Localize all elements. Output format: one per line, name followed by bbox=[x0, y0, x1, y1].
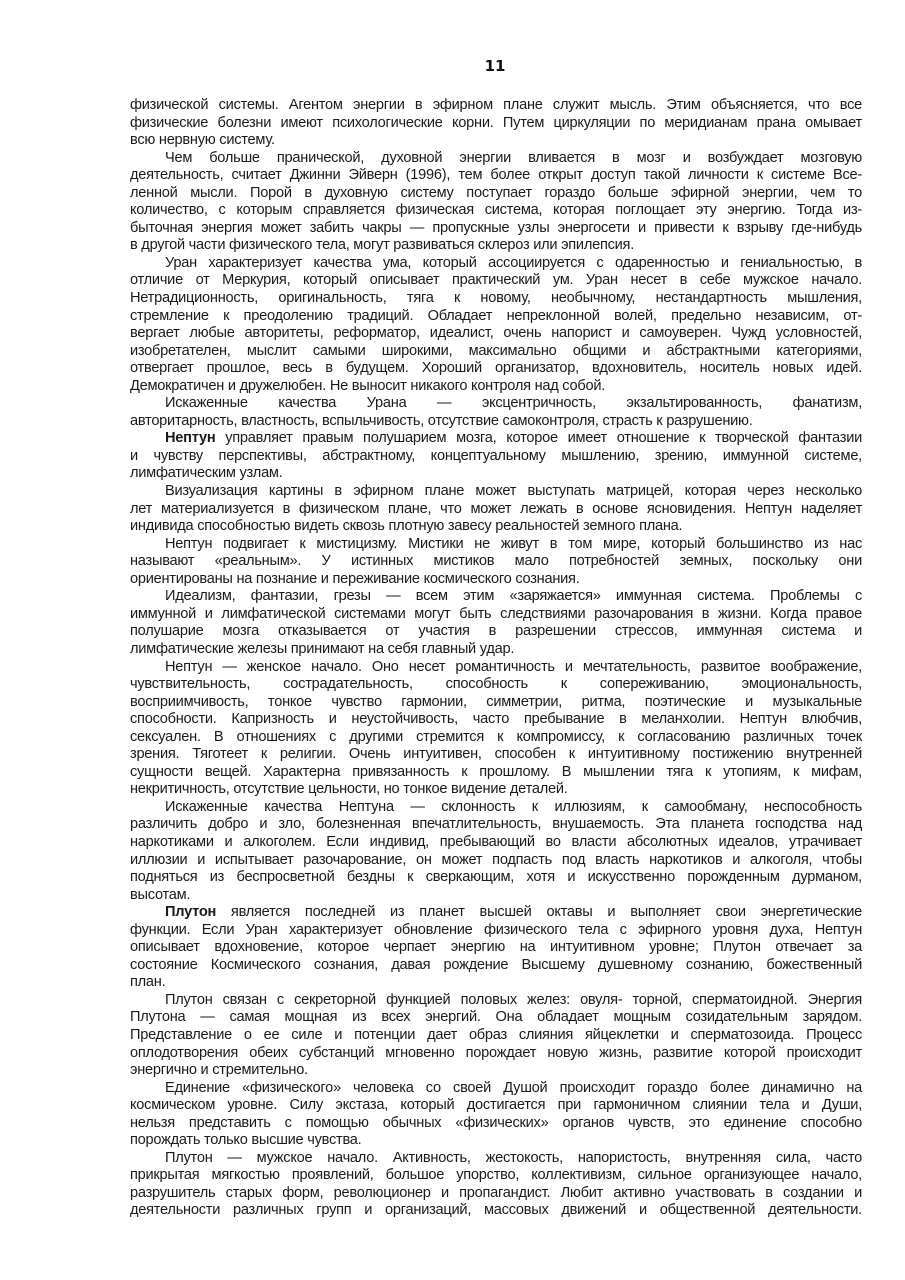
text-line: Чем больше пранической, духовной энергии вливается в мозг и возбуждает мозговую bbox=[165, 149, 862, 166]
text-line: всю нервную систему. bbox=[130, 132, 275, 149]
text-line: Визуализация картины в эфирном плане может выступать матрицей, которая через несколько bbox=[165, 483, 862, 500]
text-line: способности. Капризность и неустойчивость, часто пребывание в меланхолии. Нептун влюбчив, bbox=[130, 711, 862, 728]
paragraph-pluto-masculine bbox=[130, 1150, 862, 1220]
text-fragment: управляет правым полушарием мозга, которое имеет отношение к творческой фантазии bbox=[215, 430, 862, 447]
text-line: ленной мысли. Порой в духовную систему поступает гораздо больше эфирной энергии, чем то bbox=[130, 184, 862, 201]
text-line: лимфатическим узлам. bbox=[130, 465, 283, 482]
text-line: чувствительность, сострадательность, способность к сопереживанию, эмоциональность, bbox=[130, 676, 862, 693]
text-line: космическом уровне. Силу экстаза, который достигается при гармоничном слиянии тела и Души, bbox=[130, 1097, 862, 1114]
paragraph-unity-soul bbox=[130, 1080, 862, 1150]
text-line: авторитарность, властность, вспыльчивость, отсутствие самоконтроля, страсть к разрушению. bbox=[130, 412, 753, 429]
text-line: стремление к преодолению традиций. Обладает непреклонной волей, предельно независим, от- bbox=[130, 307, 862, 324]
text-line: Плутона — самая мощная из всех энергий. Она обладает мощным созидательным зарядом. bbox=[130, 1009, 862, 1026]
text-line: Плутон связан с секреторной функцией половых желез: овуля- торной, сперматоидной. Энергия bbox=[165, 991, 862, 1008]
text-line: деятельность, считает Джинни Эйверн (1996), тем более открыт доступ такой личности к системе Все- bbox=[130, 167, 862, 184]
text-line: лимфатические железы принимают на себя главный удар. bbox=[130, 640, 515, 657]
text-line: Представление о ее силе и потенции дает образ слияния яйцеклетки и сперматозоида. Процесс bbox=[130, 1026, 862, 1043]
text-line: разрушитель старых форм, революционер и пропагандист. Любит активно участвовать в создании и bbox=[130, 1184, 862, 1201]
text-line: энергично и стремительно. bbox=[130, 1062, 308, 1079]
paragraph-neptune-feminine bbox=[130, 659, 862, 799]
text-line: количество, с которым справляется физическая система, которая поглощает эту энергию. Тогда из- bbox=[130, 202, 862, 219]
paragraph-uranus-qualities bbox=[130, 255, 862, 395]
text-line: состояние Космического сознания, давая рождение Высшему душевному сознанию, божественный bbox=[130, 956, 862, 973]
text-line: Искаженные качества Нептуна — склонность к иллюзиям, к самообману, неспособность bbox=[165, 798, 862, 815]
text-line: отвергает прошлое, весь в будущем. Хороший организатор, вдохновитель, носитель новых идей. bbox=[130, 360, 862, 377]
page-number: 11 bbox=[484, 57, 506, 75]
body-text bbox=[130, 97, 862, 1220]
text-line: лет материализуется в физическом плане, что может лежать в основе ясновидения. Нептун наделяет bbox=[130, 500, 862, 517]
paragraph-neptune-distorted bbox=[130, 799, 862, 904]
text-line: вергает любые авторитеты, реформатор, идеалист, очень напорист и самоуверен. Чужд условностей, bbox=[130, 325, 862, 342]
text-line: отличие от Меркурия, который описывает практический ум. Уран несет в себе мужское начало. bbox=[130, 272, 862, 289]
text-line: физической системы. Агентом энергии в эфирном плане служит мысль. Этим объясняется, что все bbox=[130, 97, 862, 113]
text-line: в другой части физического тела, могут развиваться склероз или эпилепсия. bbox=[130, 237, 635, 254]
text-line: Нетрадиционность, оригинальность, тяга к новому, необычному, нестандартность мышления, bbox=[130, 290, 862, 307]
neptune-heading: Нептун bbox=[165, 430, 216, 447]
paragraph-uranus-distorted bbox=[130, 395, 862, 430]
paragraph-mysticism bbox=[130, 536, 862, 589]
text-line: индивида способностью видеть сквозь плотную завесу реальностей земного плана. bbox=[130, 518, 683, 535]
text-line: иллюзии и испытывает разочарование, он может подпасть под власть наркотиков и алкоголя, чтобы bbox=[130, 851, 862, 868]
text-line: называют «реальным». У истинных мистиков мало потребностей земных, поскольку они bbox=[130, 553, 862, 570]
text-line: Идеализм, фантазии, грезы — всем этим «заряжается» иммунная система. Проблемы с bbox=[165, 588, 862, 605]
pluto-heading: Плутон bbox=[165, 904, 217, 921]
text-line: восприимчивость, тонкое чувство гармонии, симметрии, ритма, поэтические и музыкальные bbox=[130, 693, 862, 710]
text-line: сексуален. В отношениях с другими стремится к компромиссу, к согласованию различных точек bbox=[130, 728, 862, 745]
text-line: различить добро и зло, болезненная впечатлительность, внушаемость. Эта планета господства над bbox=[130, 816, 862, 833]
paragraph-continuation-physical-system bbox=[130, 97, 862, 150]
text-line: Нептун — женское начало. Оно несет романтичность и мечтательность, развитое воображение, bbox=[165, 658, 862, 675]
paragraph-idealism bbox=[130, 588, 862, 658]
text-line: функции. Если Уран характеризует обновление физического тела с эфирного уровня духа, Нептун bbox=[130, 921, 862, 938]
text-line: ориентированы на познание и переживание космического сознания. bbox=[130, 570, 580, 587]
text-line bbox=[130, 430, 862, 448]
paragraph-pluto-secretory bbox=[130, 992, 862, 1080]
text-line: деятельности различных групп и организаций, массовых движений и общественной деятельности. bbox=[130, 1202, 862, 1219]
text-line: Уран характеризует качества ума, который ассоциируется с одаренностью и гениальностью, в bbox=[165, 254, 862, 271]
text-line: Единение «физического» человека со своей Душой происходит гораздо более динамично на bbox=[165, 1079, 862, 1096]
text-line: Нептун подвигает к мистицизму. Мистики не живут в том мире, который большинство из нас bbox=[165, 535, 862, 552]
text-line: порождать только высшие чувства. bbox=[130, 1132, 362, 1149]
text-line: и чувству перспективы, абстрактному, концептуальному мышлению, зрению, иммунной системе, bbox=[130, 447, 862, 464]
text-line: зрения. Тяготеет к религии. Очень интуитивен, способен к интуитивному постижению внутренней bbox=[130, 746, 862, 763]
text-line: нельзя представить с помощью обычных «физических» органов чувств, это единение способно bbox=[130, 1114, 862, 1131]
paragraph-visualization bbox=[130, 483, 862, 536]
paragraph-pluto-intro bbox=[130, 904, 862, 992]
text-line: некритичность, отсутствие цельности, но тонкое видение деталей. bbox=[130, 781, 568, 798]
text-line: прикрытая мягкостью проявлений, большое упорство, коллективизм, сильное организующее начало, bbox=[130, 1167, 862, 1184]
text-line: высотам. bbox=[130, 886, 191, 903]
text-line: подняться из беспросветной бездны к сверкающим, хотя и искусственно порожденным дурманом, bbox=[130, 869, 862, 886]
text-line: сущности вещей. Характерна привязанность к прошлому. В мышлении тяга к утопиям, к мифам, bbox=[130, 763, 862, 780]
text-line: Искаженные качества Урана — эксцентричность, экзальтированность, фанатизм, bbox=[165, 395, 862, 412]
text-line: оплодотворения обеих субстанций мгновенно порождает новую жизнь, развитие которой происходит bbox=[130, 1044, 862, 1061]
text-line: план. bbox=[130, 974, 166, 991]
text-line: быточная энергия может забить чакры — пропускные узлы энергосети и привести к взрыву где-нибудь bbox=[130, 219, 862, 236]
text-line: физические болезни имеют психологические корни. Путем циркуляции по меридианам прана омывает bbox=[130, 114, 862, 131]
text-line: изобретателен, мыслит самыми широкими, максимально общими и абстрактными категориями, bbox=[130, 342, 862, 359]
text-fragment: является последней из планет высшей октавы и выполняет свои энергетические bbox=[216, 904, 862, 921]
text-line: наркотиками и алкоголем. Если индивид, пребывающий во власти абсолютных идеалов, утрачивает bbox=[130, 833, 862, 850]
paragraph-pranic-energy bbox=[130, 150, 862, 255]
paragraph-neptune-intro bbox=[130, 430, 862, 483]
text-line: иммунной и лимфатической системами могут быть следствиями разочарования в жизни. Когда правое bbox=[130, 605, 862, 622]
text-line: полушарие мозга отказывается от участия в разрешении стрессов, иммунная система и bbox=[130, 623, 862, 640]
text-line bbox=[130, 904, 862, 922]
text-line: Демократичен и дружелюбен. Не выносит никакого контроля над собой. bbox=[130, 377, 606, 394]
text-line: описывает вдохновение, которое черпает энергию на интуитивном уровне; Плутон отвечает за bbox=[130, 939, 862, 956]
text-line: Плутон — мужское начало. Активность, жестокость, напористость, внутренняя сила, часто bbox=[165, 1149, 862, 1166]
